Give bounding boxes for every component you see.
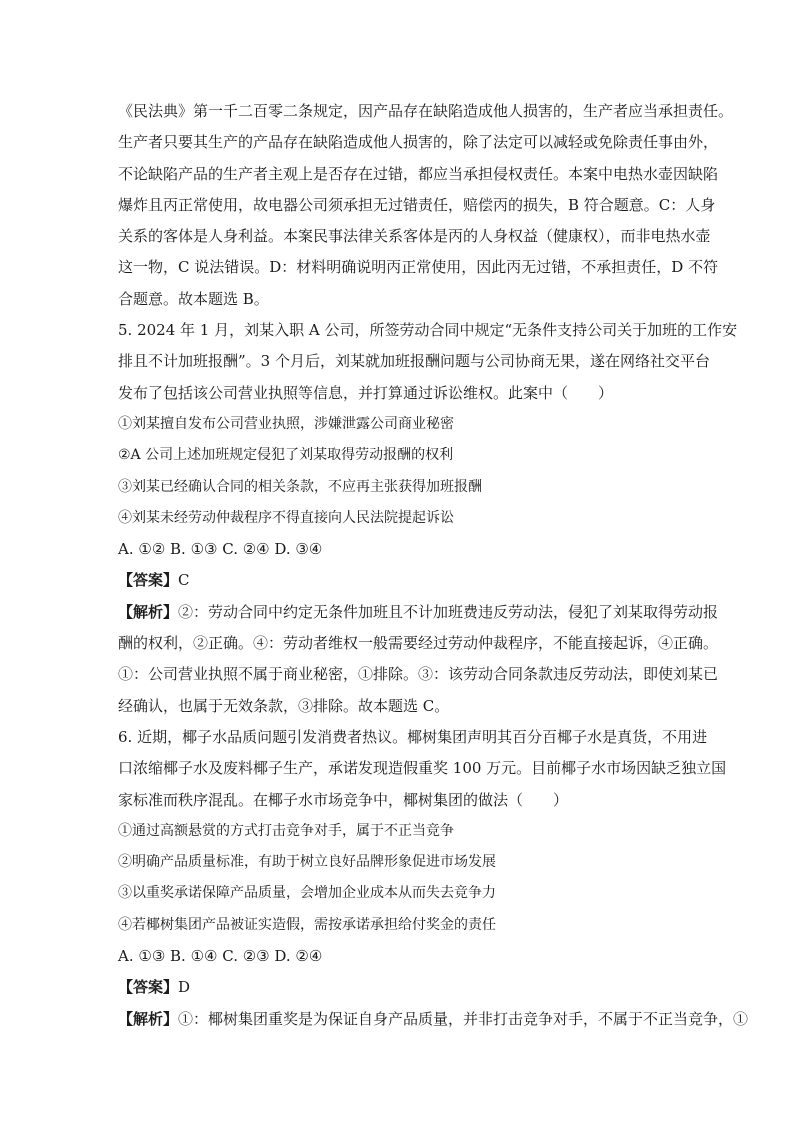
question-5	[118, 315, 738, 722]
question-stem-line: 排且不计加班报酬”。3 个月后，刘某就加班报酬问题与公司协商无果，遂在网络社交平台	[118, 352, 710, 371]
answer-tag: 【答案】	[118, 571, 179, 590]
option-item: ④刘某未经劳动仲裁程序不得直接向人民法院提起诉讼	[118, 509, 454, 526]
text-line: 这一物，C 说法错误。D：材料明确说明丙正常使用，因此丙无过错，不承担责任，D 不符	[118, 258, 719, 277]
question-stem-line: 发布了包括该公司营业执照等信息，并打算通过诉讼维权。此案中（ ）	[118, 383, 614, 402]
analysis-line	[118, 1004, 749, 1035]
analysis-tag: 【解析】	[118, 602, 179, 621]
question-4-analysis	[118, 96, 734, 315]
text-line: 爆炸且丙正常使用，故电器公司须承担无过错责任，赔偿丙的损失，B 符合题意。C：人身	[118, 195, 716, 214]
answer-line	[118, 565, 696, 596]
answer-line	[118, 972, 696, 1003]
analysis-text: ①：椰树集团重奖是为保证自身产品质量，并非打击竞争对手，不属于不正当竞争，①	[178, 1009, 749, 1028]
text-line: 不论缺陷产品的生产者主观上是否存在过错，都应当承担侵权责任。本案中电热水壶因缺陷	[118, 164, 719, 183]
option-item: ②明确产品质量标准，有助于树立良好品牌形象促进市场发展	[118, 854, 496, 871]
option-item: ③以重奖承诺保障产品质量，会增加企业成本从而失去竞争力	[118, 885, 496, 902]
answer-tag: 【答案】	[118, 978, 179, 997]
question-stem-line: 5. 2024 年 1 月，刘某入职 A 公司，所签劳动合同中规定“无条件支持公司关于加班的工作安	[118, 321, 738, 340]
text-line: 《民法典》第一千二百零二条规定，因产品存在缺陷造成他人损害的，生产者应当承担责任。	[118, 102, 734, 120]
question-6	[118, 722, 749, 1035]
text-line: 合题意。故本题选 B。	[118, 289, 269, 308]
analysis-text: ②：劳动合同中约定无条件加班且不计加班费违反劳动法，侵犯了刘某取得劳动报	[178, 602, 719, 621]
option-item: ②A 公司上述加班规定侵犯了刘某取得劳动报酬的权利	[118, 447, 454, 464]
answer-choices: A. ①③ B. ①④ C. ②③ D. ②④	[118, 947, 323, 966]
option-item: ④若椰树集团产品被证实造假，需按承诺承担给付奖金的责任	[118, 916, 496, 933]
option-item: ①刘某擅自发布公司营业执照，涉嫌泄露公司商业秘密	[118, 415, 454, 432]
option-item: ①通过高额悬赏的方式打击竞争对手，属于不正当竞争	[118, 822, 454, 839]
analysis-line: 经确认，也属于无效条款，③排除。故本题选 C。	[118, 696, 450, 715]
text-line: 生产者只要其生产的产品存在缺陷造成他人损害的，除了法定可以减轻或免除责任事由外，	[118, 133, 719, 152]
analysis-line: 酬的权利，②正确。④：劳动者维权一般需要经过劳动仲裁程序，不能直接起诉，④正确。	[118, 634, 719, 653]
text-line: 关系的客体是人身利益。本案民事法律关系客体是丙的人身权益（健康权），而非电热水壶	[118, 227, 711, 246]
analysis-tag: 【解析】	[118, 1009, 179, 1028]
analysis-line: ①：公司营业执照不属于商业秘密，①排除。③：该劳动合同条款违反劳动法，即使刘某已	[118, 665, 719, 684]
document-page	[118, 96, 749, 1035]
question-stem-line: 6. 近期，椰子水品质问题引发消费者热议。椰树集团声明其百分百椰子水是真货，不用进	[118, 727, 708, 746]
analysis-line	[118, 597, 719, 628]
answer-choices: A. ①② B. ①③ C. ②④ D. ③④	[118, 540, 323, 559]
option-item: ③刘某已经确认合同的相关条款，不应再主张获得加班报酬	[118, 478, 482, 495]
question-stem-line: 家标准而秩序混乱。在椰子水市场竞争中，椰树集团的做法（ ）	[118, 790, 569, 809]
question-stem-line: 口浓缩椰子水及废料椰子生产，承诺发现造假重奖 100 万元。目前椰子水市场因缺乏独立国	[118, 759, 727, 778]
answer-value: C	[178, 571, 190, 590]
answer-value: D	[178, 978, 191, 997]
